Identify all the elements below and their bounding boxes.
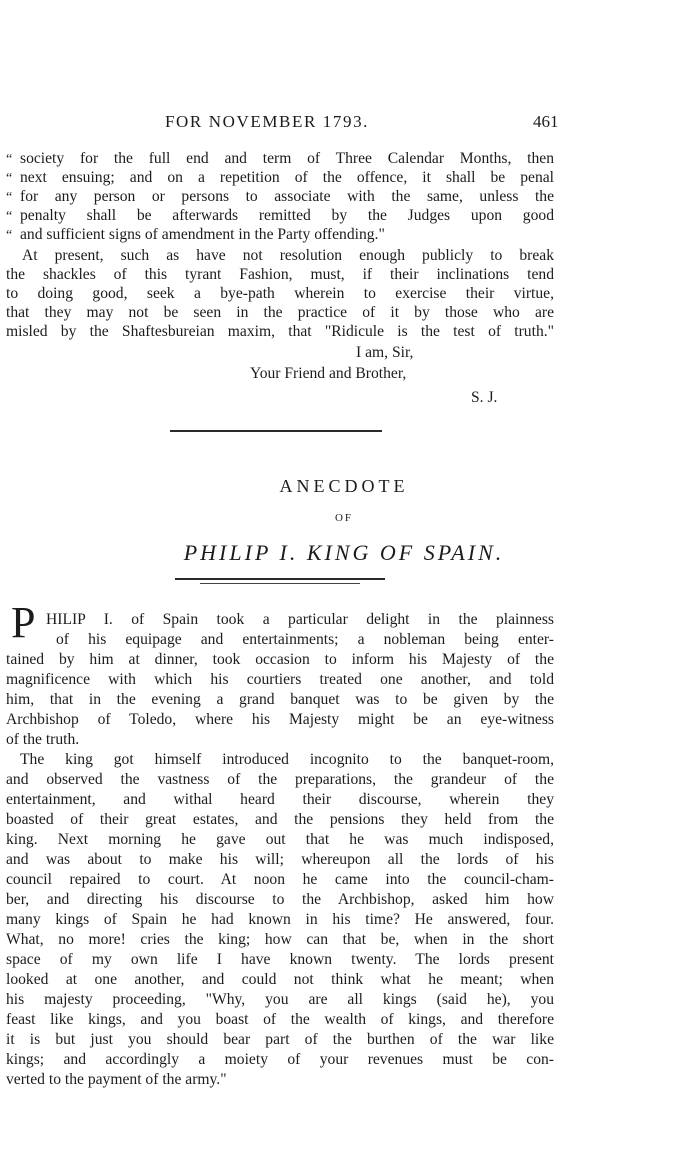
article-line: council repaired to court. At noon he came into the council-cham-	[6, 871, 554, 888]
quote-mark: “	[6, 209, 13, 224]
article-line: HILIP I. of Spain took a particular delight in the plainness	[46, 611, 554, 628]
article-line: of his equipage and entertainments; a nobleman being enter-	[56, 631, 554, 648]
article-of: OF	[334, 512, 354, 524]
letter-line: to doing good, seek a bye-path wherein to exercise their virtue,	[6, 285, 554, 302]
article-line: What, no more! cries the king; how can that be, when in the short	[6, 931, 554, 948]
letter-line: and sufficient signs of amendment in the Party offending."	[20, 226, 385, 243]
article-line: boasted of their great estates, and the pensions they held from the	[6, 811, 554, 828]
article-line: his majesty proceeding, "Why, you are all kings (said he), you	[6, 991, 554, 1008]
article-line: it is but just you should bear part of the burthen of the war like	[6, 1031, 554, 1048]
article-line: and observed the vastness of the preparations, the grandeur of the	[6, 771, 554, 788]
page-number: 461	[533, 112, 559, 131]
article-line: ber, and directing his discourse to the Archbishop, asked him how	[6, 891, 554, 908]
article-line: feast like kings, and you boast of the wealth of kings, and therefore	[6, 1011, 554, 1028]
letter-signoff: Your Friend and Brother,	[250, 365, 407, 382]
article-line: kings; and accordingly a moiety of your revenues must be con-	[6, 1051, 554, 1068]
article-line: and was about to make his will; whereupon all the lords of his	[6, 851, 554, 868]
letter-line: misled by the Shaftesbureian maxim, that "Ridicule is the test of truth."	[6, 323, 554, 340]
letter-line: the shackles of this tyrant Fashion, must, if their inclinations tend	[6, 266, 554, 283]
article-line: verted to the payment of the army."	[6, 1071, 227, 1088]
article-line: king. Next morning he gave out that he was much indisposed,	[6, 831, 554, 848]
running-title: FOR NOVEMBER 1793.	[165, 112, 370, 131]
letter-signature: S. J.	[471, 389, 498, 406]
article-line: space of my own life I have known twenty. The lords present	[6, 951, 554, 968]
title-underline-thin	[200, 583, 360, 584]
article-line: The king got himself introduced incognito to the banquet-room,	[20, 751, 554, 768]
section-divider	[170, 430, 382, 432]
running-head	[0, 112, 688, 136]
quote-mark: “	[6, 152, 13, 167]
article-line: Archbishop of Toledo, where his Majesty might be an eye-witness	[6, 711, 554, 728]
letter-line: At present, such as have not resolution enough publicly to break	[22, 247, 554, 264]
article-line: entertainment, and withal heard their discourse, wherein they	[6, 791, 554, 808]
article-subject: PHILIP I. KING OF SPAIN.	[183, 540, 505, 565]
article-line: him, that in the evening a grand banquet was to be given by the	[6, 691, 554, 708]
letter-line: that they may not be seen in the practice of it by those who are	[6, 304, 554, 321]
article-line: magnificence with which his courtiers treated one another, and told	[6, 671, 554, 688]
article-line: many kings of Spain he had known in his time? He answered, four.	[6, 911, 554, 928]
letter-closing: I am, Sir,	[356, 344, 414, 361]
drop-cap: P	[11, 598, 36, 647]
article-line: looked at one another, and could not think what he meant; when	[6, 971, 554, 988]
letter-line: society for the full end and term of Three Calendar Months, then	[20, 150, 554, 167]
letter-line: next ensuing; and on a repetition of the offence, it shall be penal	[20, 169, 554, 186]
letter-line: penalty shall be afterwards remitted by the Judges upon good	[20, 207, 554, 224]
article-line: tained by him at dinner, took occasion to inform his Majesty of the	[6, 651, 554, 668]
letter-line: for any person or persons to associate with the same, unless the	[20, 188, 554, 205]
title-underline	[175, 578, 385, 580]
quote-mark: “	[6, 228, 13, 243]
article-heading: ANECDOTE	[279, 476, 409, 496]
article-line: of the truth.	[6, 731, 80, 748]
quote-mark: “	[6, 190, 13, 205]
quote-mark: “	[6, 171, 13, 186]
